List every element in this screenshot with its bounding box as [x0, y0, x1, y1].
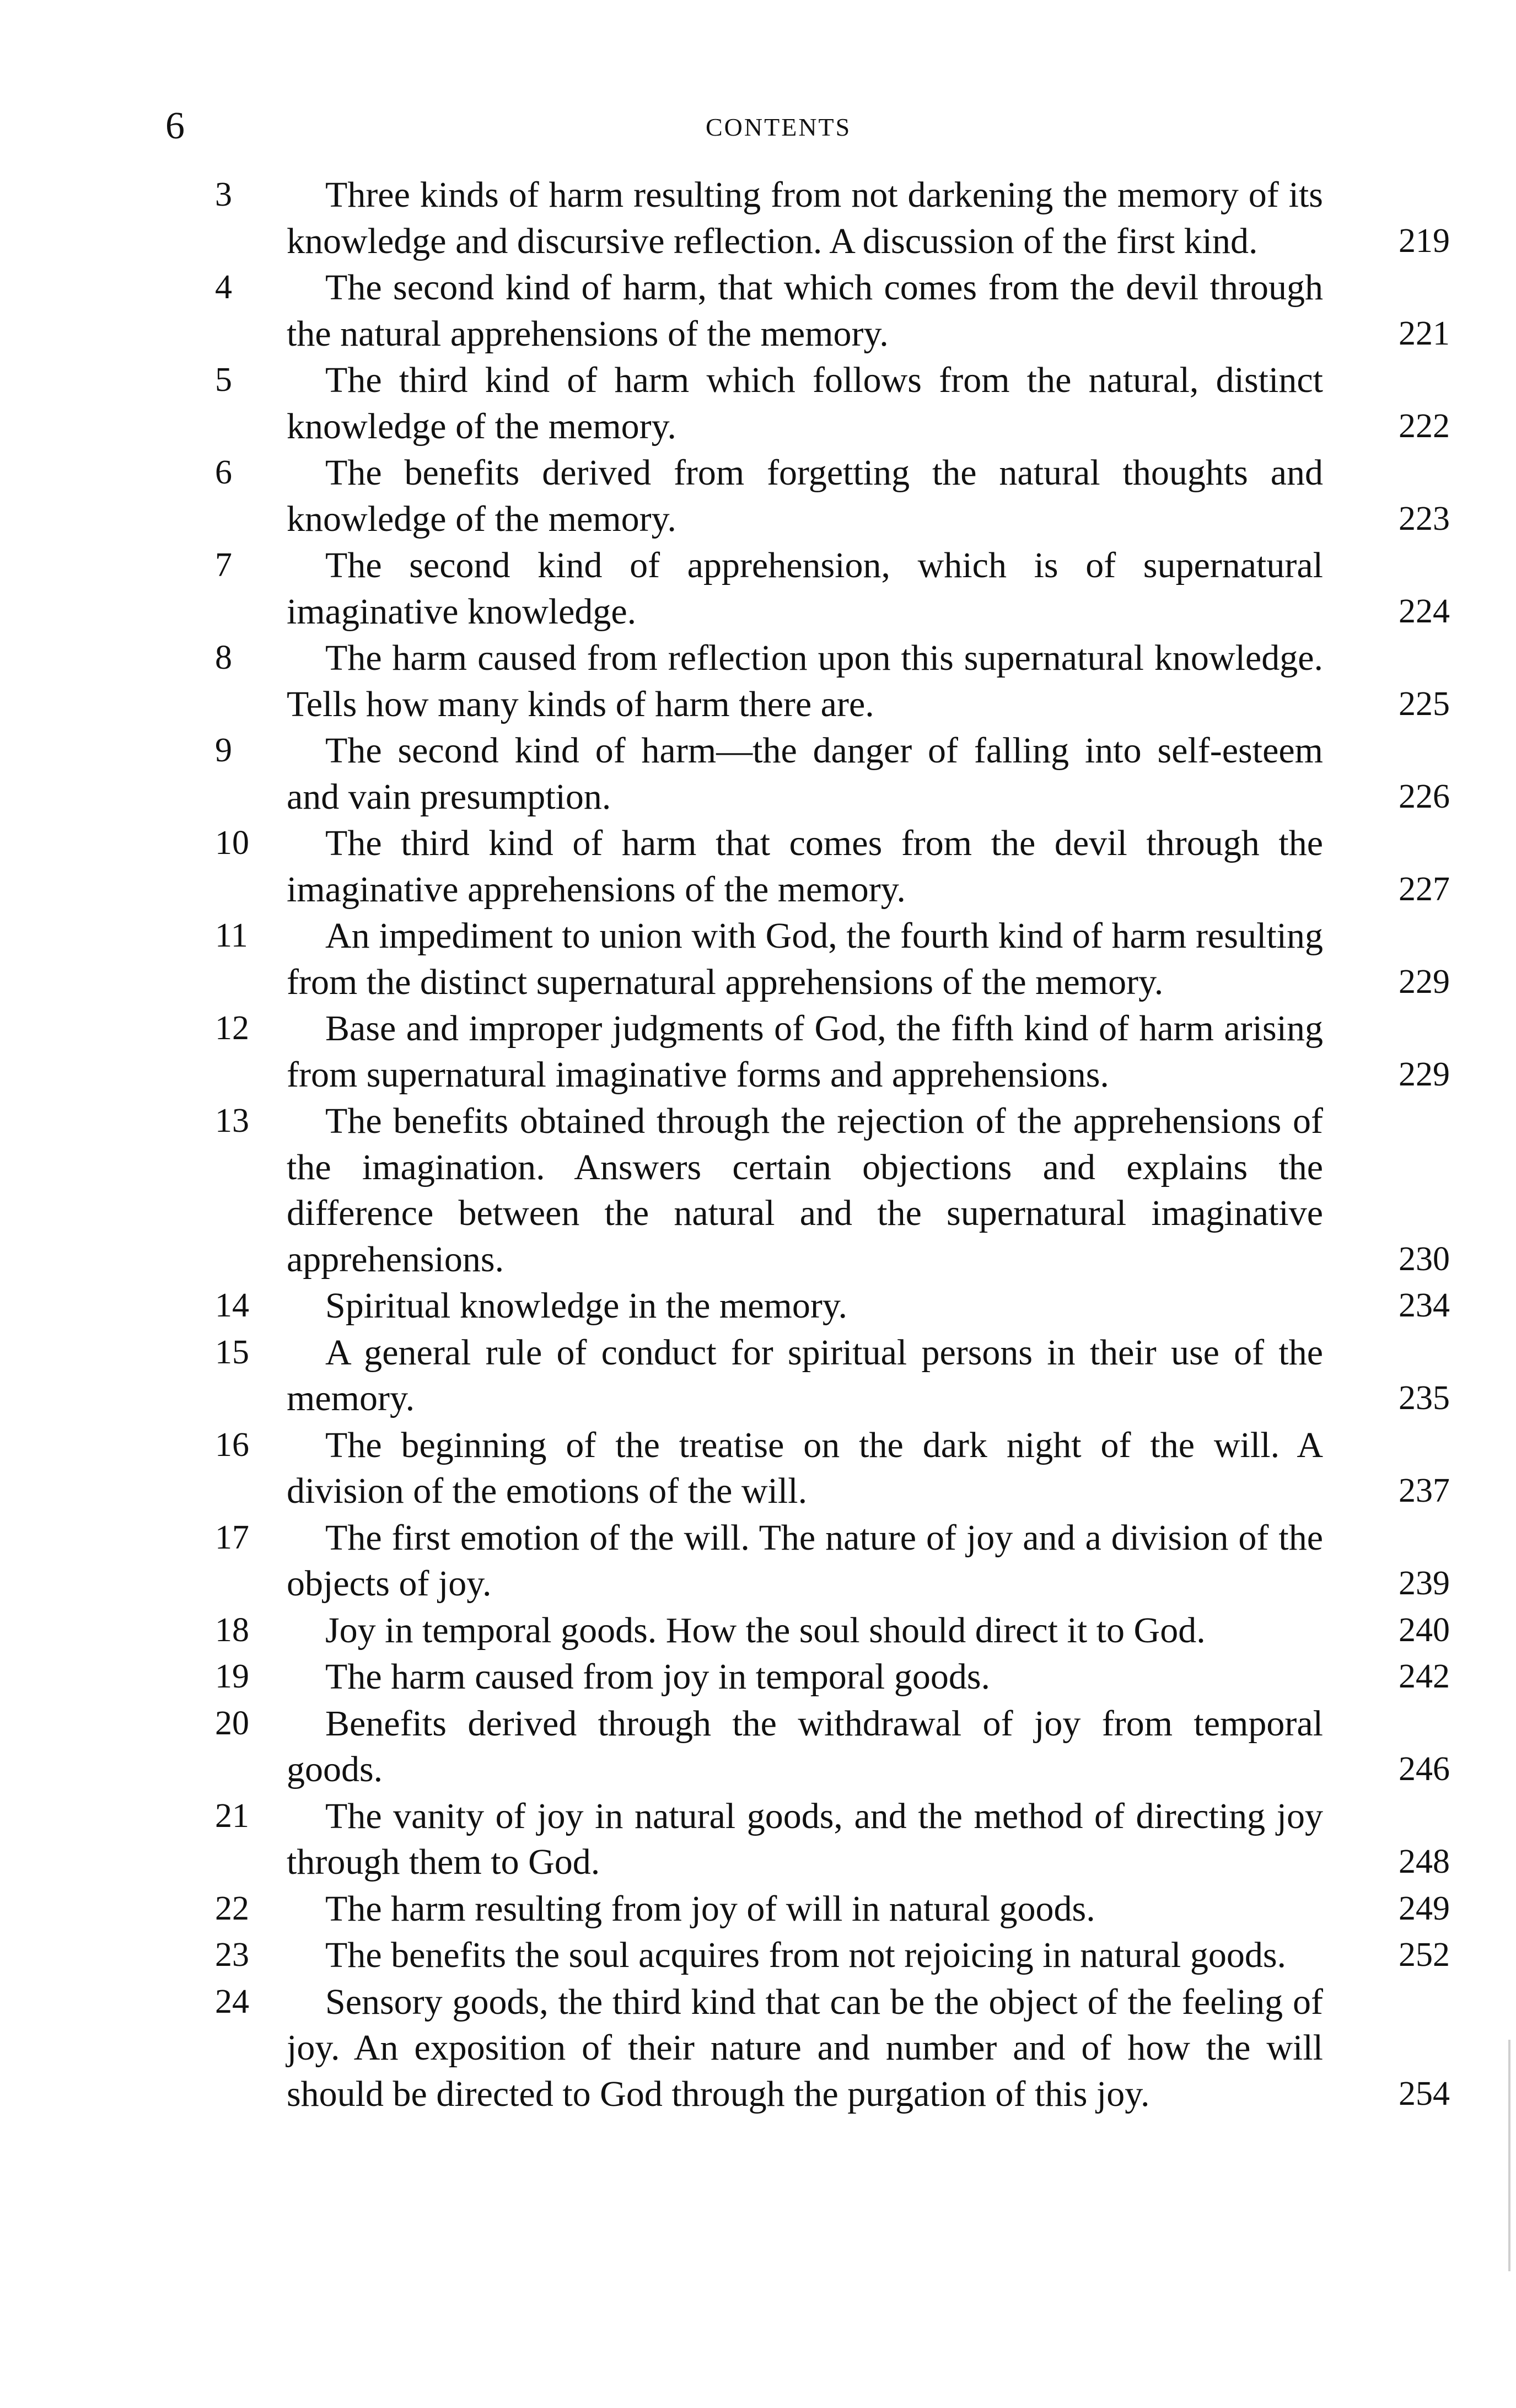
chapter-number: 13 — [215, 1102, 249, 1140]
page-reference: 254 — [1399, 2074, 1450, 2113]
chapter-title: The vanity of joy in natural goods, and the method of directing joy through them to God. — [287, 1796, 1323, 1882]
chapter-title: Joy in temporal goods. How the soul should direct it to God. — [325, 1610, 1206, 1651]
toc-entry — [187, 1515, 1450, 1607]
chapter-number: 7 — [215, 546, 232, 584]
toc-entry — [187, 728, 1450, 820]
chapter-number: 9 — [215, 732, 232, 769]
toc-entry — [187, 1886, 1450, 1932]
toc-entry — [187, 172, 1450, 264]
chapter-title: The harm caused from reflection upon this supernatural knowledge. Tells how many kinds of harm there are. — [287, 638, 1323, 724]
toc-entry — [187, 1608, 1450, 1654]
chapter-title: The second kind of apprehension, which is of supernatural imaginative knowledge. — [287, 545, 1323, 632]
chapter-number: 14 — [215, 1287, 249, 1324]
page-reference: 229 — [1399, 963, 1450, 1001]
chapter-title: The second kind of harm, that which comes from the devil through the natural apprehensions of the memory. — [287, 267, 1323, 354]
chapter-title: The beginning of the treatise on the dark night of the will. A division of the emotions of the will. — [287, 1425, 1323, 1511]
table-of-contents — [187, 172, 1450, 2117]
chapter-title: The harm caused from joy in temporal goods. — [325, 1657, 991, 1697]
chapter-number: 21 — [215, 1797, 249, 1835]
chapter-number: 4 — [215, 268, 232, 306]
chapter-title: A general rule of conduct for spiritual persons in their use of the memory. — [287, 1332, 1323, 1418]
page-reference: 225 — [1399, 685, 1450, 723]
page-number: 6 — [165, 105, 185, 147]
page-reference: 229 — [1399, 1055, 1450, 1093]
chapter-title: Three kinds of harm resulting from not darkening the memory of its knowledge and discursive reflection. A discussion of the first kind. — [287, 175, 1323, 261]
toc-entry — [187, 1932, 1450, 1979]
page-reference: 234 — [1399, 1287, 1450, 1324]
toc-entry — [187, 265, 1450, 357]
chapter-number: 16 — [215, 1426, 249, 1464]
toc-entry — [187, 1701, 1450, 1793]
toc-entry — [187, 1098, 1450, 1282]
page-reference: 227 — [1399, 870, 1450, 908]
toc-entry — [187, 542, 1450, 635]
page-reference: 248 — [1399, 1843, 1450, 1880]
chapter-title: The third kind of harm that comes from the devil through the imaginative apprehensions of the memory. — [287, 823, 1323, 910]
page-reference: 246 — [1399, 1750, 1450, 1788]
chapter-title: The second kind of harm—the danger of falling into self-esteem and vain presumption. — [287, 730, 1323, 817]
chapter-number: 3 — [215, 176, 232, 213]
toc-entry — [187, 1006, 1450, 1098]
chapter-title: Benefits derived through the withdrawal of joy from temporal goods. — [287, 1703, 1323, 1789]
page-reference: 242 — [1399, 1658, 1450, 1695]
toc-entry — [187, 1654, 1450, 1700]
page-reference: 237 — [1399, 1472, 1450, 1509]
page-reference: 239 — [1399, 1565, 1450, 1602]
page-reference: 252 — [1399, 1936, 1450, 1974]
page-reference: 226 — [1399, 777, 1450, 815]
chapter-number: 5 — [215, 361, 232, 399]
chapter-number: 6 — [215, 454, 232, 491]
chapter-number: 22 — [215, 1889, 249, 1927]
toc-entry — [187, 1422, 1450, 1514]
toc-entry — [187, 357, 1450, 449]
chapter-number: 15 — [215, 1333, 249, 1371]
page-reference: 230 — [1399, 1240, 1450, 1278]
page-reference: 235 — [1399, 1379, 1450, 1417]
toc-entry — [187, 450, 1450, 542]
chapter-number: 8 — [215, 639, 232, 676]
chapter-title: Spiritual knowledge in the memory. — [325, 1286, 848, 1326]
page-reference: 249 — [1399, 1889, 1450, 1927]
chapter-number: 18 — [215, 1611, 249, 1649]
page-reference: 223 — [1399, 499, 1450, 538]
toc-entry — [187, 635, 1450, 727]
chapter-title: The harm resulting from joy of will in natural goods. — [325, 1888, 1095, 1929]
toc-entry — [187, 1330, 1450, 1422]
page-reference: 222 — [1399, 407, 1450, 445]
chapter-number: 20 — [215, 1704, 249, 1742]
chapter-number: 17 — [215, 1518, 249, 1556]
toc-entry — [187, 1283, 1450, 1329]
chapter-title: The benefits obtained through the rejection of the apprehensions of the imagination. Answers certain objections and explains the difference between the natural and the supernatural imaginative apprehensions. — [287, 1101, 1323, 1280]
chapter-number: 23 — [215, 1936, 249, 1974]
chapter-number: 10 — [215, 824, 249, 862]
page-reference: 224 — [1399, 592, 1450, 630]
chapter-title: Sensory goods, the third kind that can be the object of the feeling of joy. An exposition of their nature and number and of how the will should be directed to God through the purgation of this joy. — [287, 1981, 1323, 2114]
toc-entry — [187, 1979, 1450, 2117]
chapter-title: Base and improper judgments of God, the fifth kind of harm arising from supernatural imaginative forms and apprehensions. — [287, 1008, 1323, 1095]
chapter-number: 11 — [215, 917, 248, 954]
toc-entry — [187, 1793, 1450, 1885]
chapter-number: 12 — [215, 1009, 249, 1047]
chapter-title: The third kind of harm which follows from the natural, distinct knowledge of the memory. — [287, 360, 1323, 447]
chapter-title: The benefits the soul acquires from not rejoicing in natural goods. — [325, 1935, 1287, 1975]
page-reference: 219 — [1399, 222, 1450, 260]
toc-entry — [187, 913, 1450, 1005]
chapter-number: 24 — [215, 1982, 249, 2020]
page-reference: 240 — [1399, 1611, 1450, 1649]
toc-entry — [187, 820, 1450, 912]
chapter-number: 19 — [215, 1658, 249, 1695]
page-reference: 221 — [1399, 314, 1450, 352]
chapter-title: An impediment to union with God, the fourth kind of harm resulting from the distinct supernatural apprehensions of the memory. — [287, 916, 1323, 1002]
chapter-title: The benefits derived from forgetting the natural thoughts and knowledge of the memory. — [287, 453, 1323, 539]
scan-edge-line — [1508, 2040, 1510, 2271]
running-head: CONTENTS — [706, 113, 852, 141]
chapter-title: The first emotion of the will. The nature of joy and a division of the objects of joy. — [287, 1517, 1323, 1604]
